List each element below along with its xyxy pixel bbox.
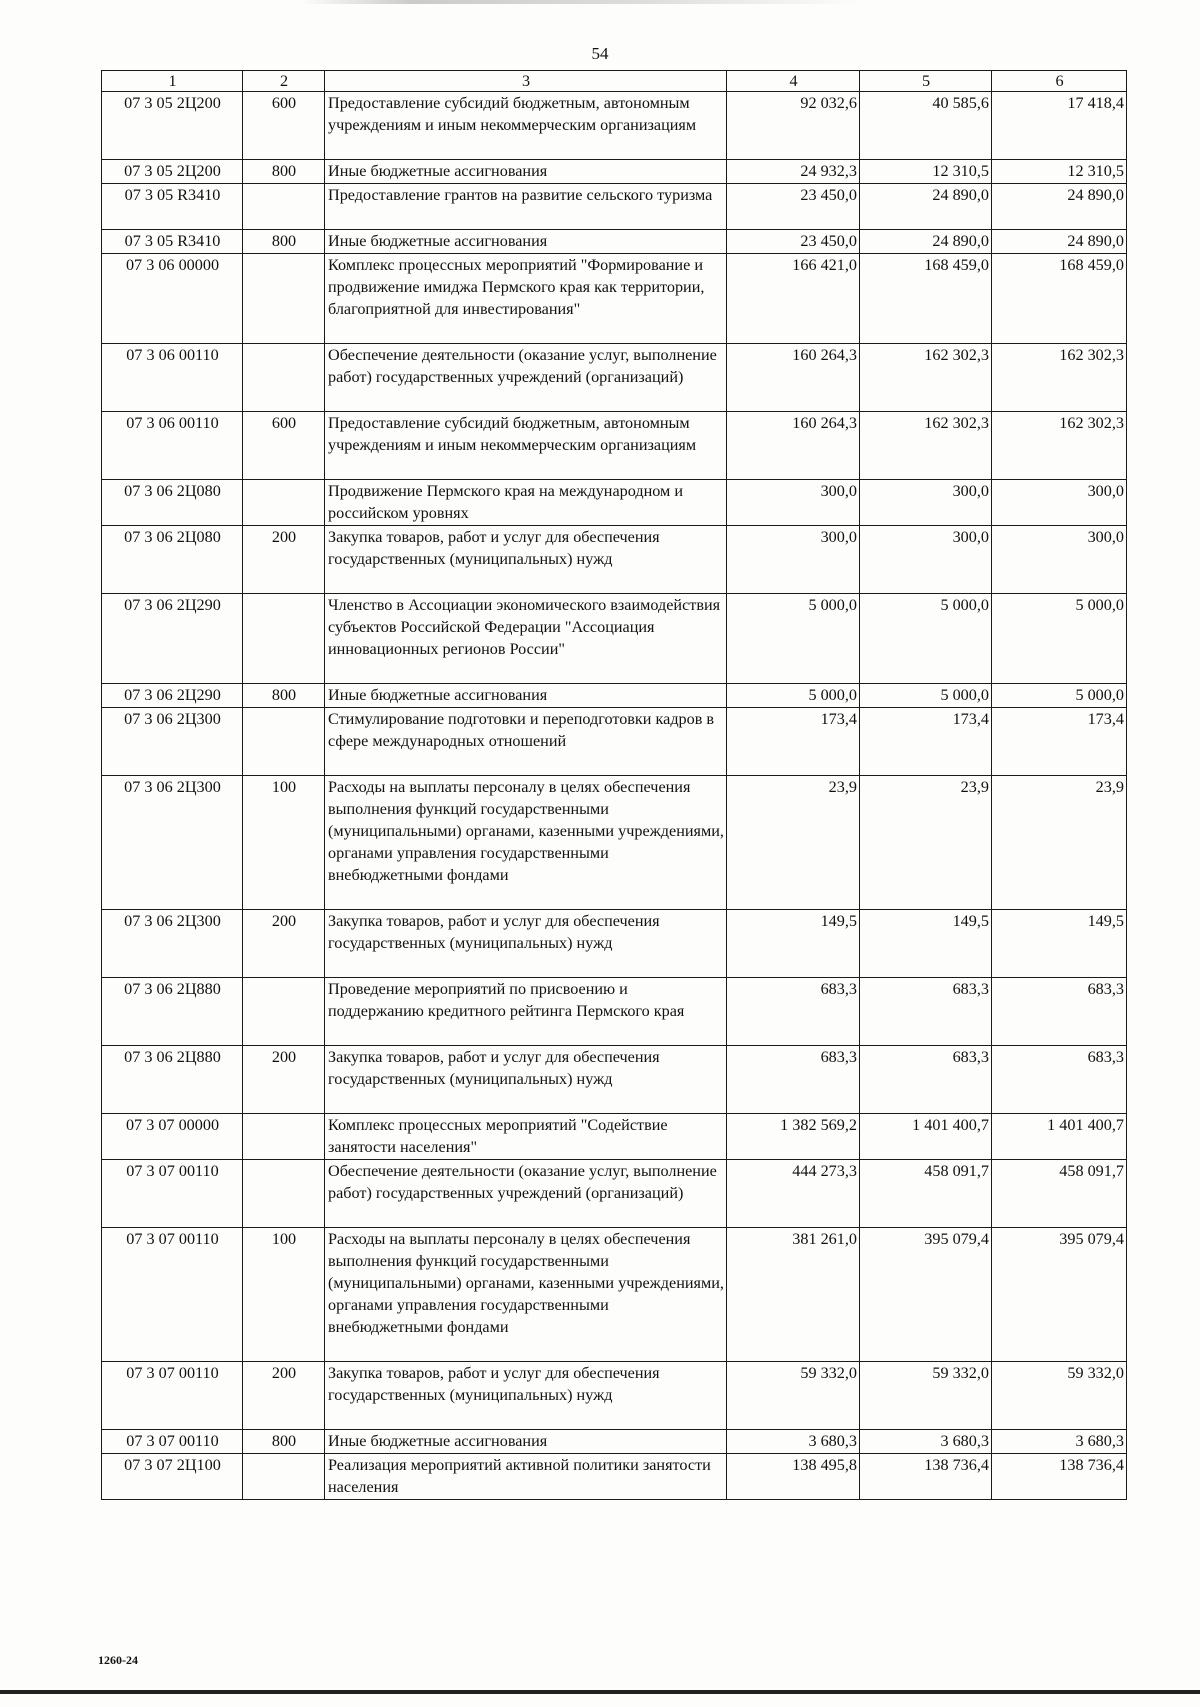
amount-col6-cell: 24 890,0: [992, 230, 1127, 254]
amount-col5-cell: 3 680,3: [860, 1430, 992, 1454]
budget-code-cell: 07 3 06 2Ц880: [102, 978, 243, 1046]
expense-type-cell: [243, 1160, 325, 1228]
budget-code-cell: 07 3 06 2Ц290: [102, 594, 243, 684]
page-number: 54: [591, 44, 609, 63]
table-row: [102, 708, 1127, 776]
amount-col4-cell: 444 273,3: [727, 1160, 860, 1228]
amount-col6-cell: 138 736,4: [992, 1454, 1127, 1500]
amount-col6-cell: 168 459,0: [992, 254, 1127, 344]
expense-type-cell: [243, 480, 325, 526]
budget-code-cell: 07 3 07 00110: [102, 1160, 243, 1228]
item-name-cell: Закупка товаров, работ и услуг для обеспечения государственных (муниципальных) нужд: [325, 1362, 727, 1430]
amount-col5-cell: 162 302,3: [860, 344, 992, 412]
budget-code-cell: 07 3 05 R3410: [102, 230, 243, 254]
item-name-cell: Иные бюджетные ассигнования: [325, 684, 727, 708]
budget-code-cell: 07 3 06 2Ц880: [102, 1046, 243, 1114]
table-row: [102, 160, 1127, 184]
budget-code-cell: 07 3 07 00110: [102, 1362, 243, 1430]
column-header: 3: [325, 71, 727, 92]
amount-col5-cell: 149,5: [860, 910, 992, 978]
amount-col4-cell: 24 932,3: [727, 160, 860, 184]
expense-type-cell: 600: [243, 92, 325, 160]
amount-col6-cell: 300,0: [992, 480, 1127, 526]
amount-col5-cell: 5 000,0: [860, 594, 992, 684]
expense-type-cell: [243, 254, 325, 344]
expense-type-cell: 100: [243, 1228, 325, 1362]
item-name-cell: Расходы на выплаты персоналу в целях обеспечения выполнения функций государственными (муниципальными) органами, казенными учреждениями, органами управления государственными внебюджетными фондами: [325, 776, 727, 910]
amount-col5-cell: 300,0: [860, 526, 992, 594]
expense-type-cell: [243, 594, 325, 684]
amount-col4-cell: 683,3: [727, 978, 860, 1046]
amount-col5-cell: 40 585,6: [860, 92, 992, 160]
amount-col5-cell: 458 091,7: [860, 1160, 992, 1228]
amount-col6-cell: 24 890,0: [992, 184, 1127, 230]
item-name-cell: Стимулирование подготовки и переподготовки кадров в сфере международных отношений: [325, 708, 727, 776]
amount-col5-cell: 23,9: [860, 776, 992, 910]
amount-col6-cell: 162 302,3: [992, 412, 1127, 480]
item-name-cell: Членство в Ассоциации экономического взаимодействия субъектов Российской Федерации "Ассоциация инновационных регионов России": [325, 594, 727, 684]
item-name-cell: Обеспечение деятельности (оказание услуг, выполнение работ) государственных учреждений (организаций): [325, 1160, 727, 1228]
item-name-cell: Реализация мероприятий активной политики занятости населения: [325, 1454, 727, 1500]
amount-col4-cell: 160 264,3: [727, 412, 860, 480]
expense-type-cell: 800: [243, 1430, 325, 1454]
expense-type-cell: 200: [243, 526, 325, 594]
expense-type-cell: 200: [243, 1046, 325, 1114]
amount-col4-cell: 149,5: [727, 910, 860, 978]
item-name-cell: Проведение мероприятий по присвоению и поддержанию кредитного рейтинга Пермского края: [325, 978, 727, 1046]
amount-col4-cell: 300,0: [727, 526, 860, 594]
table-row: [102, 92, 1127, 160]
amount-col5-cell: 12 310,5: [860, 160, 992, 184]
amount-col6-cell: 458 091,7: [992, 1160, 1127, 1228]
amount-col6-cell: 395 079,4: [992, 1228, 1127, 1362]
expense-type-cell: 100: [243, 776, 325, 910]
amount-col4-cell: 173,4: [727, 708, 860, 776]
budget-code-cell: 07 3 07 00000: [102, 1114, 243, 1160]
column-header: 5: [860, 71, 992, 92]
amount-col4-cell: 166 421,0: [727, 254, 860, 344]
amount-col5-cell: 24 890,0: [860, 230, 992, 254]
amount-col6-cell: 59 332,0: [992, 1362, 1127, 1430]
amount-col6-cell: 5 000,0: [992, 594, 1127, 684]
amount-col5-cell: 300,0: [860, 480, 992, 526]
amount-col5-cell: 168 459,0: [860, 254, 992, 344]
amount-col6-cell: 23,9: [992, 776, 1127, 910]
budget-code-cell: 07 3 07 00110: [102, 1228, 243, 1362]
amount-col6-cell: 17 418,4: [992, 92, 1127, 160]
item-name-cell: Иные бюджетные ассигнования: [325, 160, 727, 184]
amount-col6-cell: 3 680,3: [992, 1430, 1127, 1454]
amount-col4-cell: 5 000,0: [727, 684, 860, 708]
table-row: [102, 254, 1127, 344]
table-row: [102, 910, 1127, 978]
table-header-row: [102, 71, 1127, 92]
amount-col5-cell: 395 079,4: [860, 1228, 992, 1362]
budget-code-cell: 07 3 05 2Ц200: [102, 160, 243, 184]
item-name-cell: Закупка товаров, работ и услуг для обеспечения государственных (муниципальных) нужд: [325, 1046, 727, 1114]
item-name-cell: Предоставление грантов на развитие сельского туризма: [325, 184, 727, 230]
item-name-cell: Комплекс процессных мероприятий "Формирование и продвижение имиджа Пермского края как территории, благоприятной для инвестирования": [325, 254, 727, 344]
budget-code-cell: 07 3 06 2Ц290: [102, 684, 243, 708]
amount-col5-cell: 173,4: [860, 708, 992, 776]
item-name-cell: Предоставление субсидий бюджетным, автономным учреждениям и иным некоммерческим организациям: [325, 412, 727, 480]
amount-col6-cell: 683,3: [992, 978, 1127, 1046]
expense-type-cell: [243, 978, 325, 1046]
item-name-cell: Комплекс процессных мероприятий "Содействие занятости населения": [325, 1114, 727, 1160]
amount-col4-cell: 59 332,0: [727, 1362, 860, 1430]
amount-col4-cell: 160 264,3: [727, 344, 860, 412]
table-row: [102, 344, 1127, 412]
item-name-cell: Иные бюджетные ассигнования: [325, 1430, 727, 1454]
budget-code-cell: 07 3 06 00110: [102, 344, 243, 412]
amount-col5-cell: 162 302,3: [860, 412, 992, 480]
amount-col4-cell: 23,9: [727, 776, 860, 910]
budget-code-cell: 07 3 06 2Ц080: [102, 526, 243, 594]
expense-type-cell: 200: [243, 1362, 325, 1430]
amount-col4-cell: 381 261,0: [727, 1228, 860, 1362]
budget-code-cell: 07 3 06 2Ц300: [102, 910, 243, 978]
table-row: [102, 1362, 1127, 1430]
item-name-cell: Расходы на выплаты персоналу в целях обеспечения выполнения функций государственными (муниципальными) органами, казенными учреждениями, органами управления государственными внебюджетными фондами: [325, 1228, 727, 1362]
item-name-cell: Закупка товаров, работ и услуг для обеспечения государственных (муниципальных) нужд: [325, 910, 727, 978]
amount-col5-cell: 138 736,4: [860, 1454, 992, 1500]
expense-type-cell: 200: [243, 910, 325, 978]
amount-col6-cell: 5 000,0: [992, 684, 1127, 708]
budget-code-cell: 07 3 06 2Ц300: [102, 776, 243, 910]
amount-col6-cell: 12 310,5: [992, 160, 1127, 184]
item-name-cell: Закупка товаров, работ и услуг для обеспечения государственных (муниципальных) нужд: [325, 526, 727, 594]
table-row: [102, 1454, 1127, 1500]
amount-col4-cell: 138 495,8: [727, 1454, 860, 1500]
amount-col5-cell: 5 000,0: [860, 684, 992, 708]
expense-type-cell: [243, 708, 325, 776]
table-row: [102, 480, 1127, 526]
item-name-cell: Обеспечение деятельности (оказание услуг, выполнение работ) государственных учреждений (организаций): [325, 344, 727, 412]
amount-col4-cell: 3 680,3: [727, 1430, 860, 1454]
amount-col4-cell: 92 032,6: [727, 92, 860, 160]
amount-col6-cell: 1 401 400,7: [992, 1114, 1127, 1160]
table-row: [102, 230, 1127, 254]
table-row: [102, 684, 1127, 708]
item-name-cell: Продвижение Пермского края на международном и российском уровнях: [325, 480, 727, 526]
table-row: [102, 776, 1127, 910]
amount-col4-cell: 300,0: [727, 480, 860, 526]
item-name-cell: Иные бюджетные ассигнования: [325, 230, 727, 254]
budget-code-cell: 07 3 05 R3410: [102, 184, 243, 230]
budget-code-cell: 07 3 07 2Ц100: [102, 1454, 243, 1500]
amount-col4-cell: 23 450,0: [727, 184, 860, 230]
table-row: [102, 978, 1127, 1046]
expense-type-cell: [243, 1114, 325, 1160]
amount-col5-cell: 59 332,0: [860, 1362, 992, 1430]
table-body: [102, 92, 1127, 1500]
amount-col5-cell: 683,3: [860, 1046, 992, 1114]
item-name-cell: Предоставление субсидий бюджетным, автономным учреждениям и иным некоммерческим организациям: [325, 92, 727, 160]
column-header: 6: [992, 71, 1127, 92]
table-row: [102, 412, 1127, 480]
table-row: [102, 1430, 1127, 1454]
amount-col6-cell: 683,3: [992, 1046, 1127, 1114]
table-row: [102, 1228, 1127, 1362]
expense-type-cell: [243, 344, 325, 412]
budget-code-cell: 07 3 06 2Ц300: [102, 708, 243, 776]
table-row: [102, 1114, 1127, 1160]
scan-artifact: [300, 0, 860, 4]
expense-type-cell: 800: [243, 684, 325, 708]
amount-col5-cell: 683,3: [860, 978, 992, 1046]
expense-type-cell: 800: [243, 160, 325, 184]
budget-code-cell: 07 3 06 00000: [102, 254, 243, 344]
expense-type-cell: 600: [243, 412, 325, 480]
amount-col6-cell: 173,4: [992, 708, 1127, 776]
column-header: 4: [727, 71, 860, 92]
amount-col5-cell: 24 890,0: [860, 184, 992, 230]
table-row: [102, 526, 1127, 594]
amount-col4-cell: 1 382 569,2: [727, 1114, 860, 1160]
column-header: 1: [102, 71, 243, 92]
expense-type-cell: 800: [243, 230, 325, 254]
amount-col5-cell: 1 401 400,7: [860, 1114, 992, 1160]
expense-type-cell: [243, 1454, 325, 1500]
amount-col6-cell: 162 302,3: [992, 344, 1127, 412]
amount-col4-cell: 683,3: [727, 1046, 860, 1114]
budget-table: [101, 70, 1127, 1500]
table-row: [102, 1046, 1127, 1114]
column-header: 2: [243, 71, 325, 92]
budget-code-cell: 07 3 06 00110: [102, 412, 243, 480]
amount-col6-cell: 149,5: [992, 910, 1127, 978]
scan-edge: [0, 1690, 1200, 1694]
budget-code-cell: 07 3 06 2Ц080: [102, 480, 243, 526]
budget-code-cell: 07 3 07 00110: [102, 1430, 243, 1454]
budget-code-cell: 07 3 05 2Ц200: [102, 92, 243, 160]
document-code: 1260-24: [98, 1653, 138, 1667]
table-row: [102, 1160, 1127, 1228]
expense-type-cell: [243, 184, 325, 230]
amount-col4-cell: 5 000,0: [727, 594, 860, 684]
table-row: [102, 184, 1127, 230]
table-row: [102, 594, 1127, 684]
amount-col4-cell: 23 450,0: [727, 230, 860, 254]
amount-col6-cell: 300,0: [992, 526, 1127, 594]
